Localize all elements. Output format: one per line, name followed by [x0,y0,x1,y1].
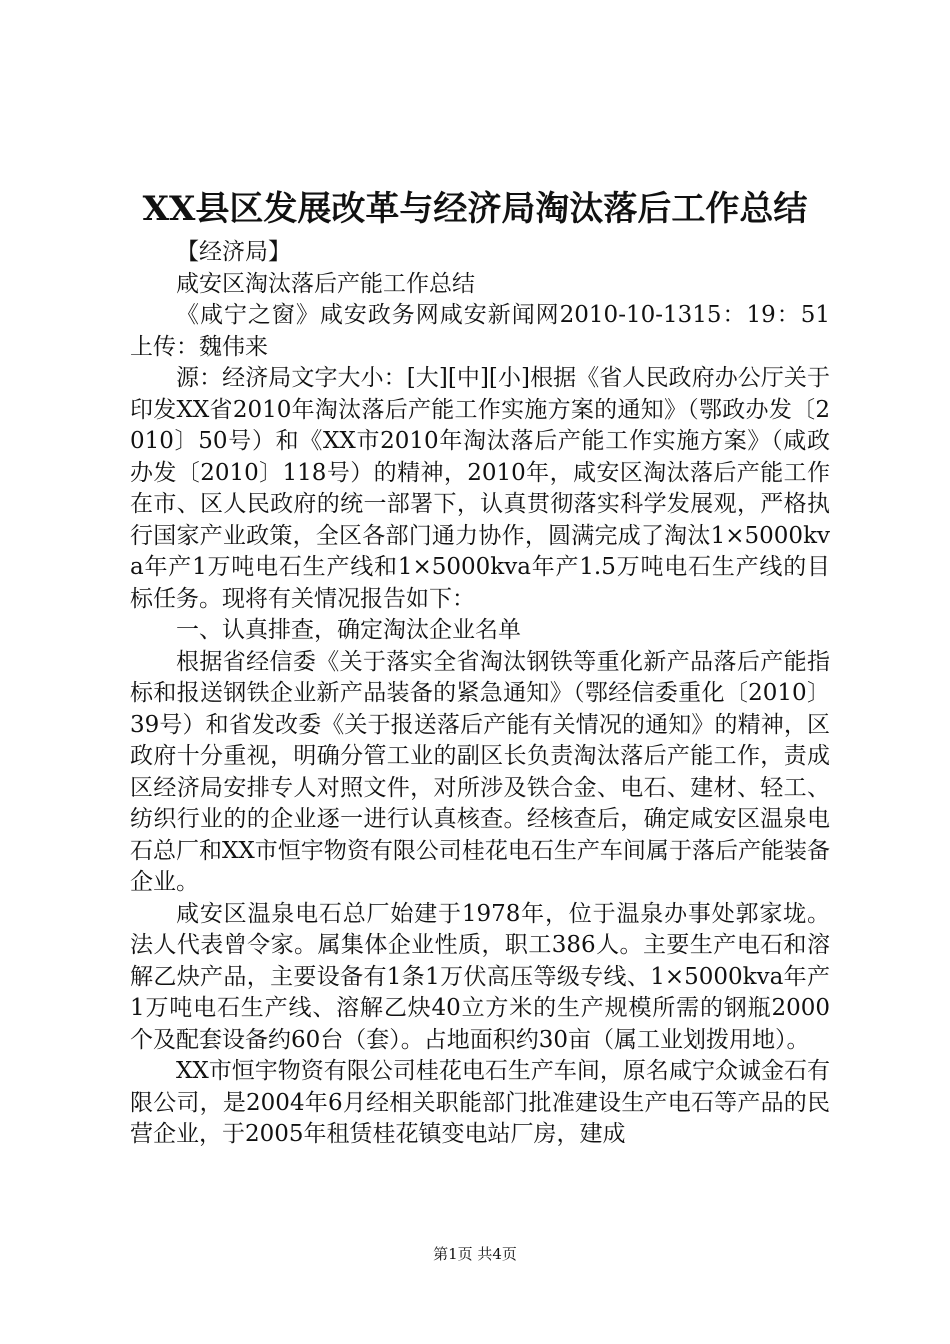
document-title: XX县区发展改革与经济局淘汰落后工作总结 [142,189,808,229]
source-line: 《咸宁之窗》咸安政务网咸安新闻网2010-10-1315：19：51上传：魏伟来 [130,302,830,360]
subtitle: 咸安区淘汰落后产能工作总结 [176,270,475,297]
department-tag: 【经济局】 [176,239,291,265]
document-body [130,237,830,1151]
body-paragraph: 根据省经信委《关于落实全省淘汰钢铁等重化新产品落后产能指标和报送钢铁企业新产品装备的紧急通知》（鄂经信委重化〔2010〕39号）和省发改委《关于报送落后产能有关情况的通知》的精神，区政府十分重视，明确分管工业的副区长负责淘汰落后产能工作，责成区经济局安排专人对照文件，对所涉及铁合金、电石、建材、轻工、纺织行业的的企业逐一进行认真核查。经核查后，确定咸安区温泉电石总厂和XX市恒宇物资有限公司桂花电石生产车间属于落后产能装备企业。 [130,648,830,895]
section-heading: 一、认真排查，确定淘汰企业名单 [176,617,521,643]
body-paragraph: XX市恒宇物资有限公司桂花电石生产车间，原名咸宁众诚金石有限公司，是2004年6月经相关职能部门批准建设生产电石等产品的民营企业，于2005年租赁桂花镇变电站厂房，建成 [130,1058,830,1147]
page-number: 第1页 共4页 [433,1245,517,1263]
intro-paragraph: 源：经济局文字大小：[大][中][小]根据《省人民政府办公厅关于印发XX省2010年淘汰落后产能工作实施方案的通知》（鄂政办发〔2010〕50号）和《XX市2010年淘汰落后产能工作实施方案》（咸政办发〔2010〕118号）的精神，2010年，咸安区淘汰落后产能工作在市、区人民政府的统一部署下，认真贯彻落实科学发展观，严格执行国家产业政策，全区各部门通力协作，圆满完成了淘汰1×5000kva年产1万吨电石生产线和1×5000kva年产1.5万吨电石生产线的目标任务。现将有关情况报告如下： [130,365,830,612]
body-paragraph: 咸安区温泉电石总厂始建于1978年，位于温泉办事处郭家垅。法人代表曾令家。属集体企业性质，职工386人。主要生产电石和溶解乙炔产品，主要设备有1条1万伏高压等级专线、1×5000kva年产1万吨电石生产线、溶解乙炔40立方米的生产规模所需的钢瓶2000个及配套设备约60台（套）。占地面积约30亩（属工业划拨用地）。 [130,900,830,1053]
